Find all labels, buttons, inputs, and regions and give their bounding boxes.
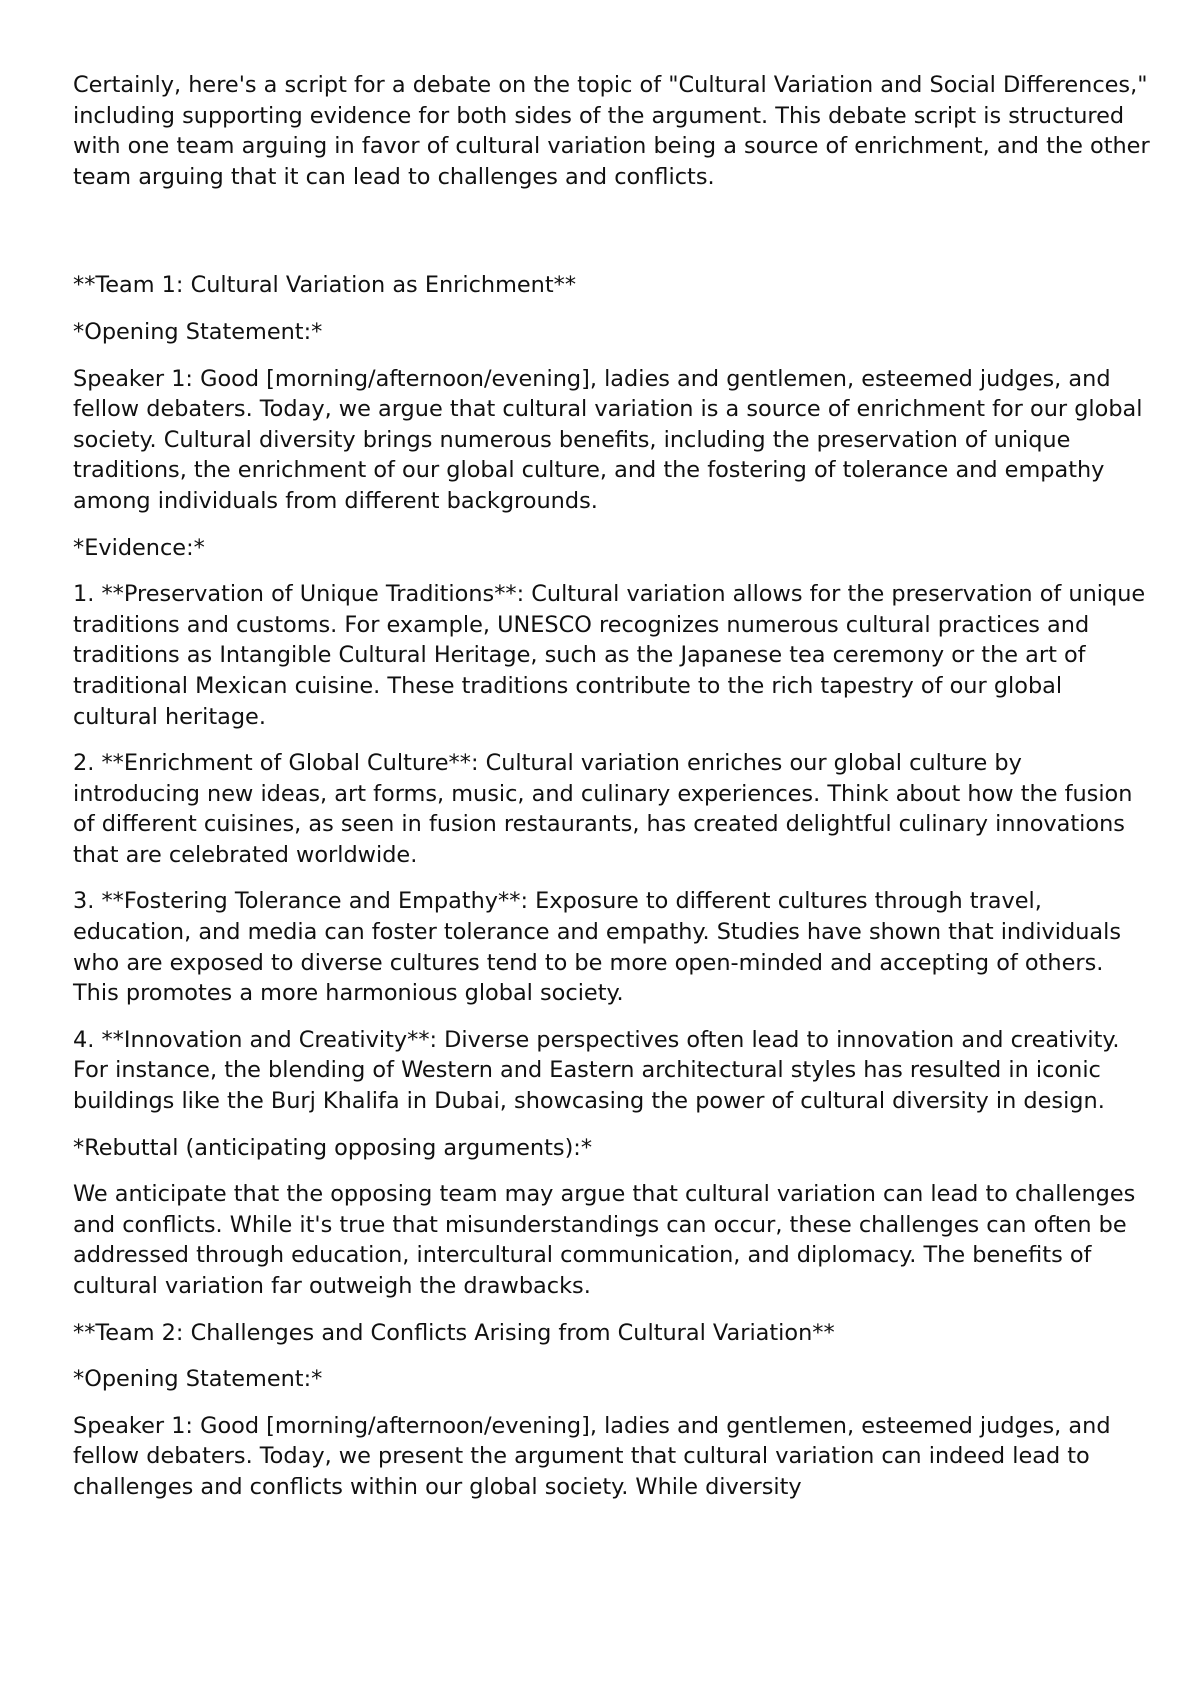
team1-opening-text: Speaker 1: Good [morning/afternoon/evening], ladies and gentlemen, esteemed judges, and fellow debaters. Today, we argue that cultural variation is a source of enrichment for our global society. Cultural diversity brings numerous benefits, including the preservation of unique traditions, the enrichment of our global culture, and the fostering of tolerance and empathy among individuals from different backgrounds. (73, 365, 1143, 514)
evidence-item: 4. **Innovation and Creativity**: Diverse perspectives often lead to innovation and creativity. For instance, the blending of Western and Eastern architectural styles has resulted in iconic buildings like the Burj Khalifa in Dubai, showcasing the power of cultural diversity in design. (73, 1026, 1120, 1115)
evidence-item: 2. **Enrichment of Global Culture**: Cultural variation enriches our global culture by introducing new ideas, art forms, music, and culinary experiences. Think about how the fusion of different cuisines, as seen in fusion restaurants, has created delightful culinary innovations that are celebrated worldwide. (73, 750, 1133, 868)
team2-heading: **Team 2: Challenges and Conflicts Arising from Cultural Variation** (73, 1319, 835, 1346)
evidence-item: 1. **Preservation of Unique Traditions**: Cultural variation allows for the preservation of unique traditions and customs. For example, UNESCO recognizes numerous cultural practices and traditions as Intangible Cultural Heritage, such as the Japanese tea ceremony or the art of traditional Mexican cuisine. These traditions contribute to the rich tapestry of our global cultural heritage. (73, 581, 1146, 730)
document-page (73, 70, 1153, 1519)
team1-rebuttal-text: We anticipate that the opposing team may argue that cultural variation can lead to challenges and conflicts. While it's true that misunderstandings can occur, these challenges can often be addressed through education, intercultural communication, and diplomacy. The benefits of cultural variation far outweigh the drawbacks. (73, 1181, 1136, 1299)
team2-opening-label: *Opening Statement:* (73, 1366, 323, 1393)
team2-opening-text: Speaker 1: Good [morning/afternoon/evening], ladies and gentlemen, esteemed judges, and fellow debaters. Today, we present the argument that cultural variation can indeed lead to challenges and conflicts within our global society. While diversity (73, 1412, 1111, 1500)
evidence-item: 3. **Fostering Tolerance and Empathy**: Exposure to different cultures through travel, education, and media can foster tolerance and empathy. Studies have shown that individuals who are exposed to diverse cultures tend to be more open-minded and accepting of others. This promotes a more harmonious global society. (73, 888, 1122, 1007)
intro-paragraph: Certainly, here's a script for a debate on the topic of "Cultural Variation and Social Differences," including supporting evidence for both sides of the argument. This debate script is structured with one team arguing in favor of cultural variation being a source of enrichment, and the other team arguing that it can lead to challenges and conflicts. (73, 72, 1150, 190)
team1-evidence-label: *Evidence:* (73, 534, 205, 561)
team1-rebuttal-label: *Rebuttal (anticipating opposing arguments):* (73, 1134, 593, 1161)
team1-heading: **Team 1: Cultural Variation as Enrichment** (73, 272, 577, 299)
team1-opening-label: *Opening Statement:* (73, 318, 323, 345)
